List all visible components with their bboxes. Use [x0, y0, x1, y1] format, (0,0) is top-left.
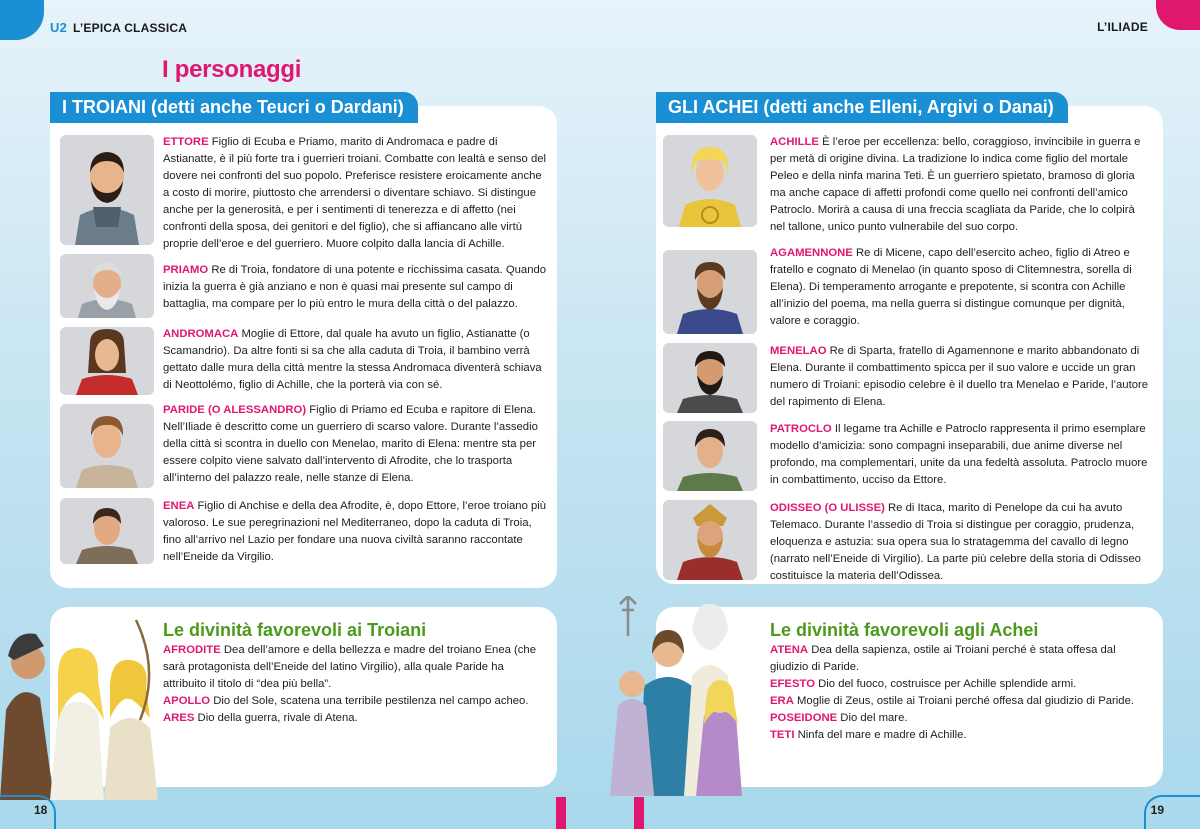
character-name: ODISSEO (O ULISSE) — [770, 502, 885, 514]
page-number-right: 19 — [1150, 803, 1164, 817]
god-name: APOLLO — [163, 695, 211, 707]
corner-tab — [1156, 0, 1200, 30]
character-entry-ettore — [163, 134, 547, 253]
character-description: Moglie di Ettore, dal quale ha avuto un figlio, Astianatte (o Scamandrio). Da altre fonti si sa che alla caduta di Troia, il bambino verrà gettato dalle mura della città mentre la stessa Andromaca diventerà schiava di Neottolémo, figlio di Achille, che la porterà via con sé. — [163, 328, 542, 391]
character-entry-priamo — [163, 262, 547, 313]
odisseo-portrait — [663, 500, 757, 580]
god-name: AFRODITE — [163, 644, 221, 656]
god-description: Dio della guerra, rivale di Atena. — [194, 712, 358, 724]
troiani-section-label: I TROIANI (detti anche Teucri o Dardani) — [50, 92, 418, 123]
god-name: ATENA — [770, 644, 809, 656]
achei-gods-title: Le divinità favorevoli agli Achei — [770, 620, 1039, 640]
god-description: Ninfa del mare e madre di Achille. — [794, 729, 967, 741]
character-entry-paride — [163, 402, 547, 487]
character-description: Figlio di Priamo ed Ecuba e rapitore di Elena. Nell’Iliade è descritto come un guerriero di scarso valore. Durante l’assedio della città si scontra in duello con Menelao, marito di Elena: mentre sta per essere colpito viene salvato dall’intervento di Afrodite, che lo trasporta all’interno del palazzo reale, nelle stanze di Elena. — [163, 404, 538, 484]
agamennone-portrait — [663, 250, 757, 334]
character-description: Figlio di Ecuba e Priamo, marito di Andromaca e padre di Astianatte, è il più forte tra i guerrieri troiani. Combatte con lealtà e senso del dovere nei confronti del suo popolo. Preferisce resistere eroicamente anche a costo di morire, piuttosto che arrendersi o diventare schiavo. Si distingue anche per la generosità, e per i sentimenti di tenerezza e di affetto (nei confronti della sposa, dei genitori e del figlio), che si affiancano alle virtù proprie dell’eroe e del guerriero. Muore colpito dalla lancia di Achille. — [163, 136, 547, 250]
unit-title: L’EPICA CLASSICA — [73, 21, 188, 35]
character-description: Il legame tra Achille e Patroclo rappresenta il primo esemplare modello d’amicizia: sono compagni inseparabili, due anime diverse nel profondo, ma complementari, unite da una fedeltà assoluta. Patroclo muore in combattimento, ucciso da Ettore. — [770, 423, 1148, 486]
character-description: È l’eroe per eccellenza: bello, coraggioso, invincibile in guerra e per metà di origine divina. La tradizione lo indica come figlio del mortale Peleo e della ninfa marina Teti. È un guerriero spietato, bramoso di gloria ma anche capace di affetti profondi come quello nei confronti dell’amico Patroclo. Morirà a causa di una freccia scagliata da Paride, che lo colpirà nel tallone, unico punto vulnerabile del suo corpo. — [770, 136, 1141, 233]
character-entry-patroclo — [770, 421, 1152, 489]
character-entry-agamennone — [770, 245, 1152, 330]
priamo-portrait — [60, 254, 154, 318]
god-description: Dea della sapienza, ostile ai Troiani perché è stata offesa dal giudizio di Paride. — [770, 644, 1116, 673]
character-name: AGAMENNONE — [770, 247, 853, 259]
character-entry-andromaca — [163, 326, 547, 394]
character-description: Re di Sparta, fratello di Agamennone e marito abbandonato di Elena. Durante il combattimento spicca per il suo valore e uccide un gran numero di Troiani: episodio celebre è il duello tra Menelao e Paride, l’autore del rapimento di Elena. — [770, 345, 1149, 408]
corner-tab — [0, 0, 44, 40]
god-name: EFESTO — [770, 678, 815, 690]
character-name: ENEA — [163, 500, 195, 512]
god-description: Dio del fuoco, costruisce per Achille splendide armi. — [815, 678, 1077, 690]
ettore-portrait — [60, 135, 154, 245]
god-entry-atena — [770, 642, 1152, 676]
spine-mark-right — [634, 797, 644, 829]
character-description: Re di Troia, fondatore di una potente e ricchissima casata. Quando inizia la guerra è già anziano e non è quasi mai presente sul campo di battaglia, ma compare per lo più entro le mura della città o del palazzo. — [163, 264, 547, 310]
character-name: PATROCLO — [770, 423, 832, 435]
character-description: Re di Itaca, marito di Penelope da cui ha avuto Telemaco. Durante l’assedio di Troia si distingue per coraggio, prudenza, eloquenza e astuzia: sua opera sua lo stratagemma del cavallo di legno (narrato nell’Eneide di Virgilio). La parte più celebre della storia di Odisseo costituisce la materia dell’Odissea. — [770, 502, 1141, 582]
god-entry-efesto — [770, 676, 1152, 693]
god-entry-poseidone — [770, 710, 1152, 727]
character-name: ANDROMACA — [163, 328, 239, 340]
god-entry-apollo — [163, 693, 547, 710]
character-entry-menelao — [770, 343, 1152, 411]
character-name: ACHILLE — [770, 136, 819, 148]
page-number-left: 18 — [34, 803, 48, 817]
running-head-left — [50, 20, 187, 35]
achei-section-label: GLI ACHEI (detti anche Elleni, Argivi o Danai) — [656, 92, 1068, 123]
troiani-gods-illustration — [0, 600, 160, 800]
achille-portrait — [663, 135, 757, 227]
patroclo-portrait — [663, 421, 757, 491]
god-name: ARES — [163, 712, 195, 724]
god-description: Dio del mare. — [837, 712, 908, 724]
god-description: Moglie di Zeus, ostile ai Troiani perché offesa dal giudizio di Paride. — [793, 695, 1135, 707]
troiani-gods-title: Le divinità favorevoli ai Troiani — [163, 620, 427, 640]
character-entry-odisseo — [770, 500, 1152, 585]
god-entry-ares — [163, 710, 547, 727]
character-entry-enea — [163, 498, 547, 566]
unit-code: U2 — [50, 20, 68, 35]
god-entry-era — [770, 693, 1152, 710]
page-number-frame — [0, 795, 56, 829]
character-name: PRIAMO — [163, 264, 209, 276]
page-title: I personaggi — [162, 56, 302, 83]
enea-portrait — [60, 498, 154, 564]
spine-mark-left — [556, 797, 566, 829]
god-entry-teti — [770, 727, 1152, 744]
god-name: TETI — [770, 729, 795, 741]
god-name: POSEIDONE — [770, 712, 838, 724]
god-entry-afrodite — [163, 642, 547, 693]
running-head-right: L’ILIADE — [1097, 20, 1148, 34]
god-description: Dio del Sole, scatena una terribile pestilenza nel campo acheo. — [210, 695, 529, 707]
character-name: ETTORE — [163, 136, 209, 148]
achei-gods-illustration — [600, 596, 760, 796]
paride-portrait — [60, 404, 154, 488]
character-name: PARIDE (O ALESSANDRO) — [163, 404, 307, 416]
right-page — [600, 0, 1200, 829]
andromaca-portrait — [60, 327, 154, 395]
character-name: MENELAO — [770, 345, 827, 357]
character-entry-achille — [770, 134, 1152, 236]
god-name: ERA — [770, 695, 794, 707]
character-description: Figlio di Anchise e della dea Afrodite, è, dopo Ettore, l’eroe troiano più valoroso. Le sue peregrinazioni nel Mediterraneo, dopo la caduta di Troia, fino all’arrivo nel Lazio per fondare una nuova civiltà saranno raccontate nell’Eneide da Virgilio. — [163, 500, 547, 563]
menelao-portrait — [663, 343, 757, 413]
god-description: Dea dell’amore e della bellezza e madre del troiano Enea (che sarà protagonista dell’Eneide del latino Virgilio), alla quale Paride ha attribuito il titolo di “dea più bella”. — [163, 644, 536, 690]
character-description: Re di Micene, capo dell’esercito acheo, figlio di Atreo e fratello e cognato di Menelao (in quanto sposo di Clitemnestra, sorella di Elena). Di temperamento arrogante e prepotente, si scontra con Achille all’inizio del poema, ma nella guerra si distingue comunque per dignità, valore e coraggio. — [770, 247, 1132, 327]
